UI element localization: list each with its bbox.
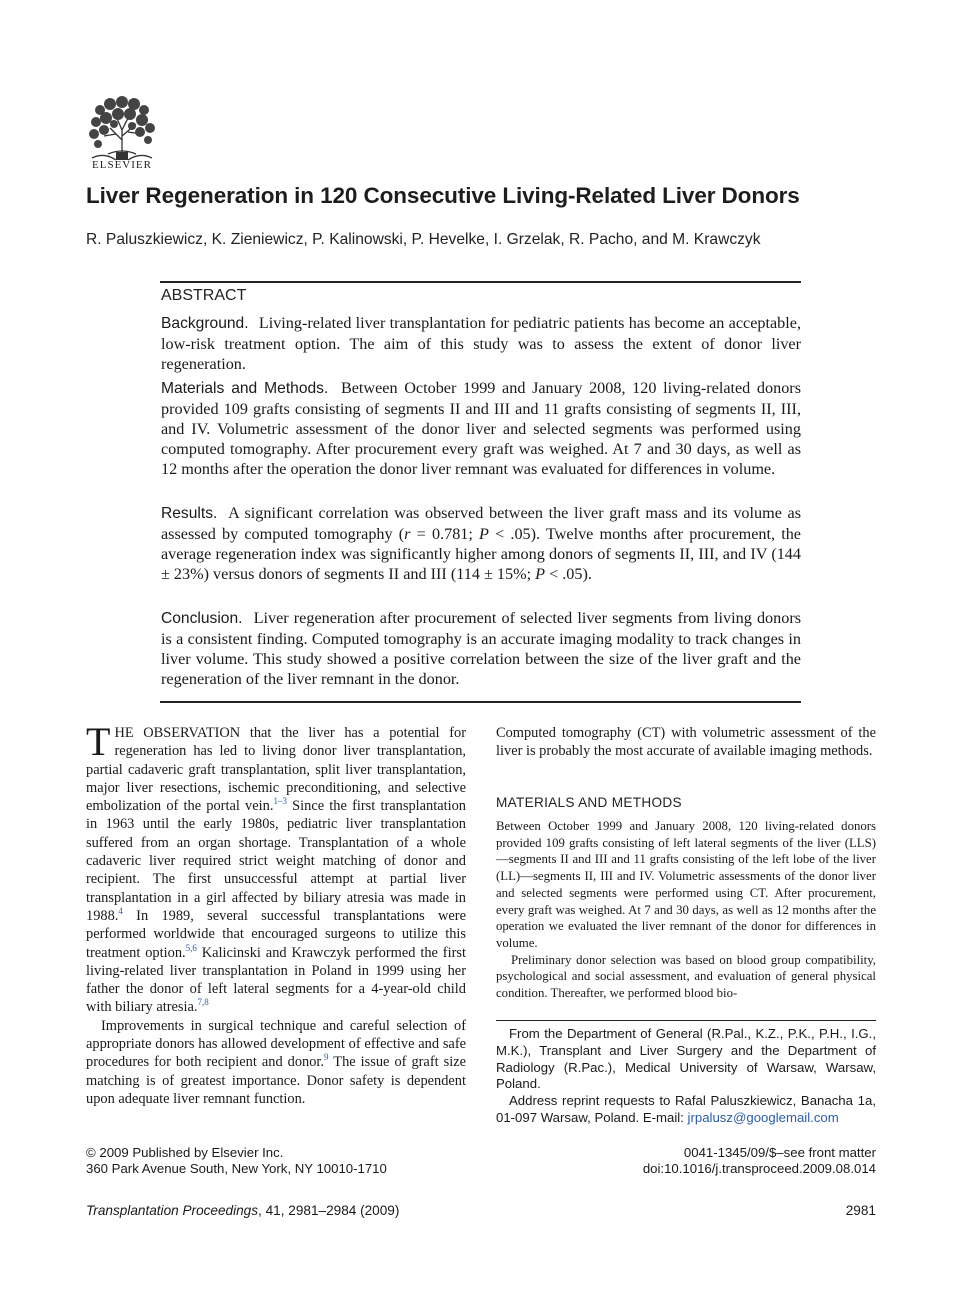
drop-cap: T — [86, 719, 111, 764]
author-list: R. Paluszkiewicz, K. Zieniewicz, P. Kalinowski, P. Hevelke, I. Grzelak, R. Pacho, and M. Krawczyk — [86, 231, 761, 248]
abstract-results-label: Results. — [161, 505, 218, 522]
affiliation-divider — [496, 1020, 876, 1021]
affiliation-text: From the Department of General (R.Pal., K.Z., P.K., P.H., I.G., M.K.), Transplant and Liver Surgery and the Department of Radiology (R.Pac.), Medical University of Warsaw, Warsaw, Poland. — [496, 1026, 876, 1092]
publisher-address: 360 Park Avenue South, New York, NY 10010-1710 — [86, 1161, 387, 1176]
email-link[interactable]: jrpalusz@googlemail.com — [687, 1109, 839, 1125]
body-left-column — [86, 719, 466, 1108]
article-identifiers — [576, 1145, 876, 1177]
abstract-methods-text: Between October 1999 and January 2008, 120 living-related donors provided 109 grafts consisting of segments II and III and 11 grafts consisting of segments II, III, and IV. Volumetric assessment of the donor liver and selected segments was performed using computed tomography. After procurement every graft was weighed. At 7 and 30 days, as well as 12 months after the operation the donor liver remnant was evaluated for differences in volume. — [161, 379, 801, 478]
affiliation-note — [496, 1026, 876, 1127]
publisher-logo-text: ELSEVIER — [92, 159, 152, 171]
journal-name: Transplantation Proceedings — [86, 1203, 259, 1218]
abstract-methods-label: Materials and Methods. — [161, 380, 329, 397]
abstract-background-label: Background. — [161, 315, 249, 332]
publisher-info — [86, 1145, 387, 1177]
body-right-intro: Computed tomography (CT) with volumetric assessment of the liver is probably the most accurate of available imaging methods. — [496, 725, 876, 760]
citation-link[interactable]: 4 — [118, 905, 123, 916]
body-paragraph: Preliminary donor selection was based on blood group compatibility, psychological and social assessment, and evaluation of general physical condition. Thereafter, we performed blood bio- — [496, 952, 876, 1001]
abstract-results-text: A significant correlation was observed between the liver graft mass and its volume as assessed by computed tomography (r = 0.781; P < .05). Twelve months after procurement, the average regeneration index was significantly higher among donors of segments II, III, and IV (144 ± 23%) versus donors of segments II and III (114 ± 15%; P < .05). — [161, 504, 801, 583]
citation-link[interactable]: 7,8 — [197, 997, 209, 1008]
issn-line: 0041-1345/09/$–see front matter — [683, 1145, 876, 1160]
page-number: 2981 — [845, 1203, 876, 1218]
article-title: Liver Regeneration in 120 Consecutive Living-Related Liver Donors — [86, 183, 800, 208]
abstract-heading: ABSTRACT — [161, 287, 247, 304]
abstract-results — [161, 503, 801, 584]
abstract-background — [161, 313, 801, 374]
abstract-background-text: Living-related liver transplantation for pediatric patients has become an acceptable, low-risk treatment option. The aim of this study was to assess the extent of donor liver regeneration. — [161, 314, 802, 373]
materials-methods-text — [496, 818, 876, 1002]
reprint-request: Address reprint requests to Rafal Paluszkiewicz, Banacha 1a, 01-097 Warsaw, Poland. E-mail: jrpalusz@googlemail.com — [496, 1093, 876, 1125]
doi-line: doi:10.1016/j.transproceed.2009.08.014 — [642, 1161, 876, 1176]
body-paragraph: Improvements in surgical technique and careful selection of appropriate donors has allowed development of effective and safe procedures for both recipient and donor.$^9$ The issue of graft size matching is of greatest importance. Donor safety is dependent upon adequate liver remnant function. — [86, 1017, 466, 1107]
citation-link[interactable]: 1–3 — [273, 796, 287, 807]
intro-paragraph: THE OBSERVATION that the liver has a potential for regeneration has led to living donor liver transplantation, partial cadaveric graft transplantation, split liver transplantation, major liver resections, ischemic preconditioning, and selective embolization of the portal vein.$^{1-3}$ Since the first transplantation in 1963 until the early 1980s, pediatric liver transplantation suffered from an organ shortage. Transplantation of a whole cadaveric liver required strict weight matching of donor and recipient. The first unsuccessful attempt at partial liver transplantation in a girl affected by biliary atresia was made in 1988.$^4$ In 1989, several successful transplantations were performed worldwide that encouraged surgeons to utilize this treatment option.$^{5,6}$ Kalicinski and Krawczyk performed the first living-related liver transplantation in Poland in 1999 using her father the donor of left lateral segments for a 4-year-old child with biliary atresia.$^{7,8}$ — [86, 719, 466, 1016]
section-heading-materials-methods: MATERIALS AND METHODS — [496, 795, 682, 810]
abstract-conclusion — [161, 608, 801, 689]
body-paragraph: Between October 1999 and January 2008, 120 living-related donors provided 109 grafts consisting of left lateral segments of the liver (LLS)—segments II and III and 11 grafts consisting of the left lobe of the liver (LL)—segments II, III and IV. Volumetric assessments of the donor liver and selected segments were performed using CT. After procurement, every graft was weighed. At 7 and 30 days, as well as 12 months after the operation we evaluated the liver remnant of the donor for differences in volume. — [496, 819, 876, 950]
citation-link[interactable]: 9 — [324, 1052, 329, 1063]
abstract-conclusion-label: Conclusion. — [161, 610, 243, 627]
copyright-line: © 2009 Published by Elsevier Inc. — [86, 1145, 284, 1160]
abstract-methods — [161, 378, 801, 479]
abstract-conclusion-text: Liver regeneration after procurement of selected liver segments from living donors is a consistent finding. Computed tomography is an accurate imaging modality to track changes in liver volume. This study showed a positive correlation between the size of the liver graft and the regeneration of the liver remnant in the donor. — [161, 609, 802, 688]
citation-link[interactable]: 5,6 — [185, 942, 197, 953]
journal-citation: Transplantation Proceedings, 41, 2981–2984 (2009) — [86, 1203, 400, 1218]
